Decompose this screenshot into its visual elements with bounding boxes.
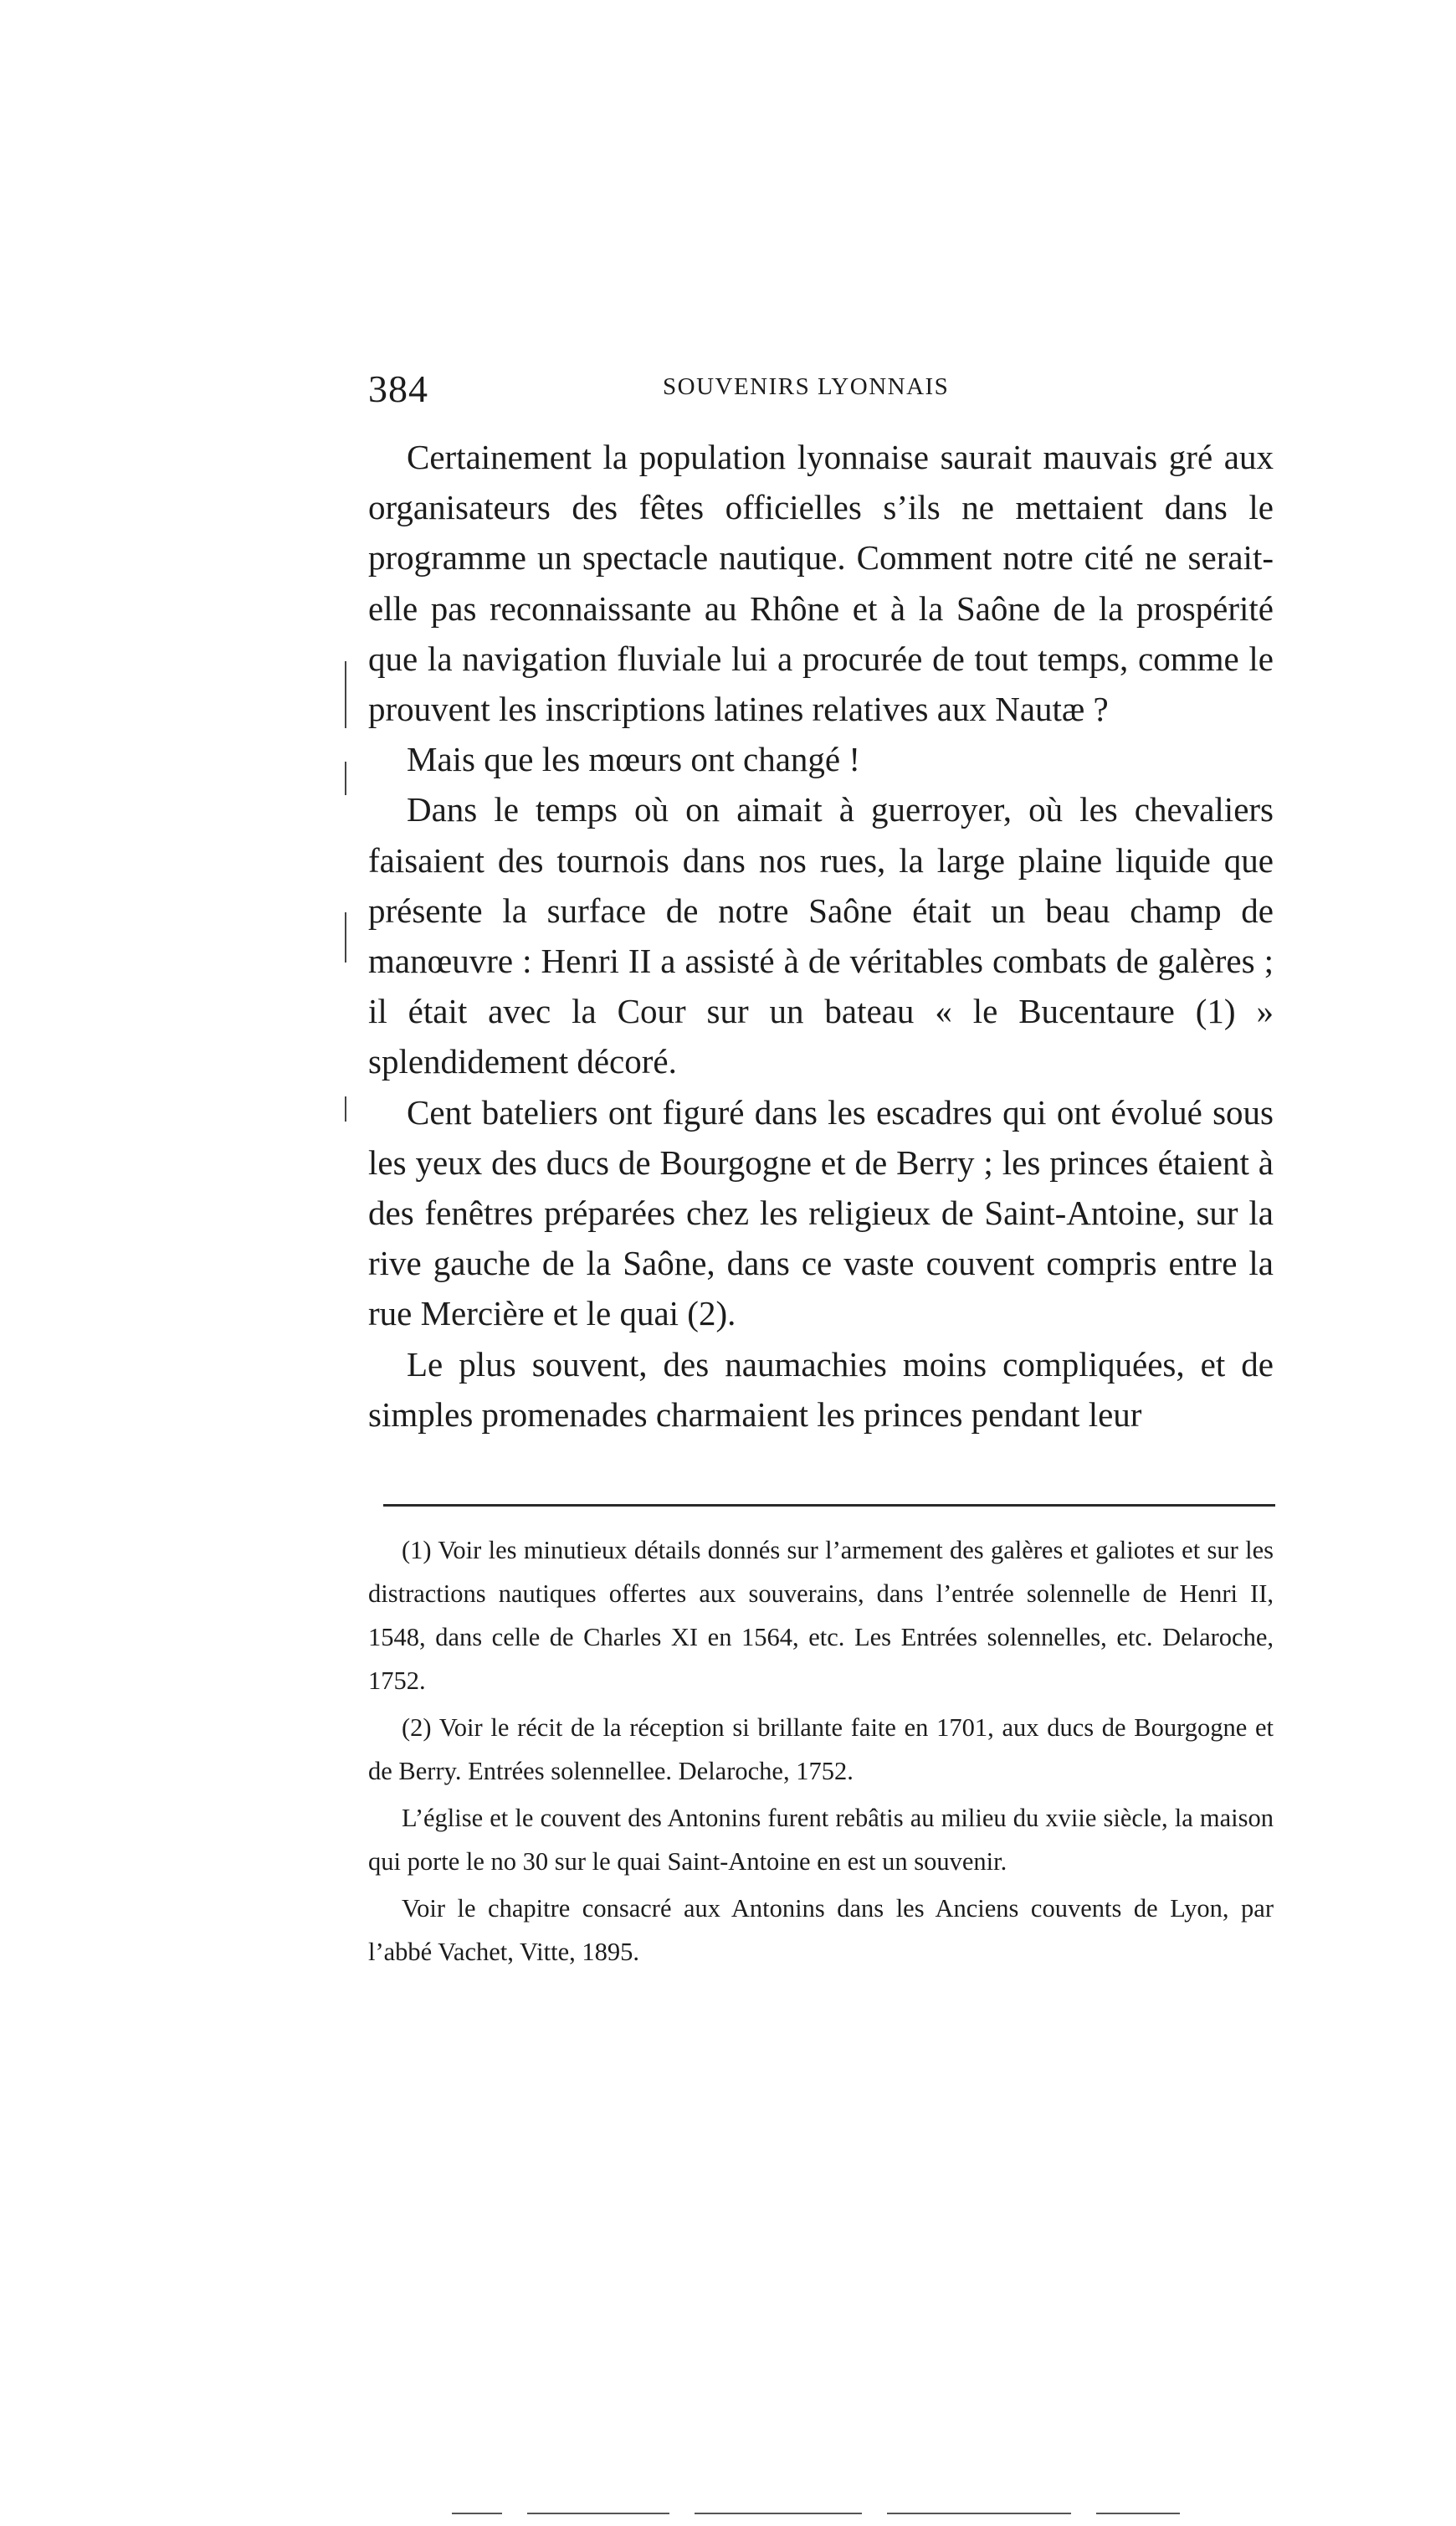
footnote-4: Voir le chapitre consacré aux Antonins dans les Anciens couvents de Lyon, par l’abbé Vachet, Vitte, 1895. — [368, 1894, 1274, 1966]
body-text — [368, 432, 1274, 1440]
paragraph-5: Le plus souvent, des naumachies moins compliquées, et de simples promenades charmaient les princes pendant leur — [368, 1344, 1274, 1434]
paragraph-1: Certainement la population lyonnaise saurait mauvais gré aux organisateurs des fêtes officielles s’ils ne mettaient dans le programme un spectacle nautique. Comment notre cité ne serait-elle pas reconnaissante au Rhône et à la Saône de la prospérité que la navigation fluviale lui a procurée de tout temps, comme le prouvent les inscriptions latines relatives aux Nautæ ? — [368, 438, 1274, 729]
page-header — [368, 367, 1289, 417]
footnote-1: (1) Voir les minutieux détails donnés sur l’armement des galères et galiotes et sur les distractions nautiques offertes aux souverains, dans l’entrée solennelle de Henri II, 1548, dans celle de Charles XI en 1564, etc. Les Entrées solennelles, etc. Delaroche, 1752. — [368, 1536, 1274, 1695]
paragraph-4: Cent bateliers ont figuré dans les escadres qui ont évolué sous les yeux des ducs de Bourgogne et de Berry ; les princes étaient à des fenêtres préparées chez les religieux de Saint-Antoine, sur la rive gauche de la Saône, dans ce vaste couvent compris entre la rue Mercière et le quai (2). — [368, 1092, 1274, 1333]
footnote-separator — [383, 1504, 1275, 1507]
paragraph-2: Mais que les mœurs ont changé ! — [407, 740, 860, 779]
paragraph-3: Dans le temps où on aimait à guerroyer, où les chevaliers faisaient des tournois dans nos rues, la large plaine liquide que présente la surface de notre Saône était un beau champ de manœuvre : Henri II a assisté à de véritables combats de galères ; il était avec la Cour sur un bateau « le Bucentaure (1) » splendidement décoré. — [368, 790, 1274, 1081]
footnote-3: L’église et le couvent des Antonins furent rebâtis au milieu du xviie siècle, la maison qui porte le no 30 sur le quai Saint-Antoine en est un souvenir. — [368, 1804, 1274, 1876]
running-title: SOUVENIRS LYONNAIS — [663, 373, 950, 400]
footnotes — [368, 1528, 1274, 1977]
page-number: 384 — [368, 367, 428, 410]
bottom-edge-lines — [452, 2513, 1205, 2516]
footnote-2: (2) Voir le récit de la réception si brillante faite en 1701, aux ducs de Bourgogne et de Berry. Entrées solennellee. Delaroche, 1752. — [368, 1713, 1274, 1785]
margin-marks — [345, 661, 353, 1163]
